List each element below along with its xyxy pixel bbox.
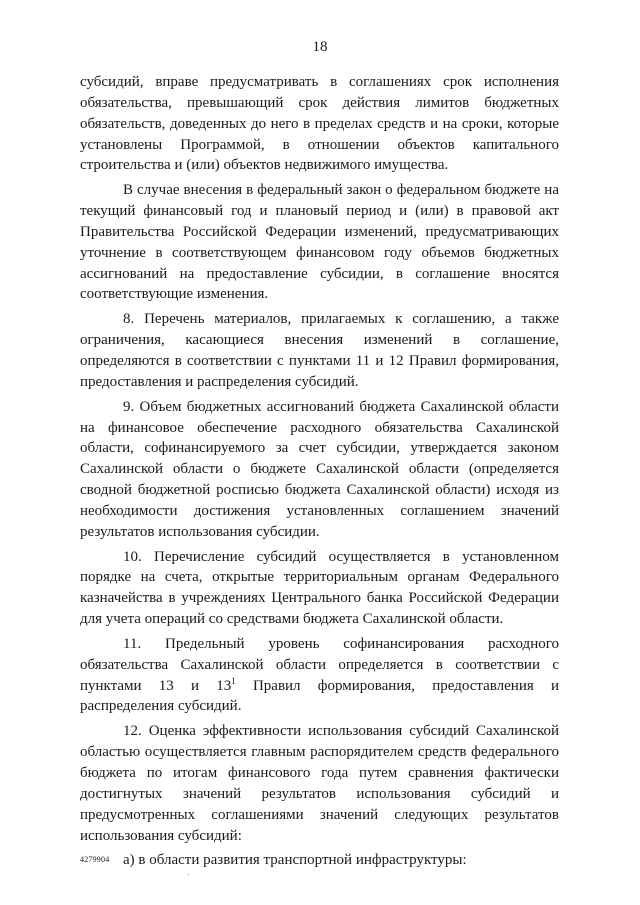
paragraph-item-11-text: 11. Предельный уровень софинансирования расходного обязательства Сахалинской области определяется в соответствии с пунктами 13 и 13	[80, 635, 559, 694]
superscript-mark: 1	[231, 675, 236, 686]
page-number: 18	[312, 39, 328, 55]
scan-dot	[188, 874, 189, 875]
paragraph-item-11-text-end: Правил формирования, предоставления и распределения субсидий.	[80, 677, 559, 715]
paragraph-item-12: 12. Оценка эффективности использования субсидий Сахалинской областью осуществляется главным распорядителем средств федерального бюджета по итогам финансового года путем сравнения фактически достигнутых значений результатов использования субсидий и предусмотренных соглашениями значений следующих результатов использования субсидий:	[80, 723, 559, 844]
paragraph-continuation: субсидий, вправе предусматривать в соглашениях срок исполнения обязательства, превышающий срок действия лимитов бюджетных обязательств, доведенных до него в пределах средств и на сроки, которые установлены Программой, в отношении объектов капитального строительства и (или) объектов недвижимого имущества.	[80, 74, 559, 174]
paragraph-item-9: 9. Объем бюджетных ассигнований бюджета Сахалинской области на финансовое обеспечение расходного обязательства Сахалинской области, софинансируемого за счет субсидии, утверждается законом Сахалинской области о бюджете Сахалинской области (определяется сводной бюджетной росписью бюджета Сахалинской области) исходя из необходимости достижения установленных соглашением значений результатов использования субсидии.	[80, 398, 559, 540]
paragraph-budget-changes: В случае внесения в федеральный закон о федеральном бюджете на текущий финансовый год и плановый период и (или) в правовой акт Правительства Российской Федерации изменений, предусматривающих уточнение в соответствующем финансовом году объемов бюджетных ассигнований на предоставление субсидии, в соглашение вносятся соответствующие изменения.	[80, 182, 559, 303]
document-body	[80, 72, 559, 871]
paragraph-subitem-a: а) в области развития транспортной инфраструктуры:	[123, 852, 467, 869]
document-code: 4279904	[80, 855, 110, 864]
paragraph-item-8: 8. Перечень материалов, прилагаемых к соглашению, а также ограничения, касающиеся внесения изменений в соглашение, определяются в соответствии с пунктами 11 и 12 Правил формирования, предоставления и распределения субсидий.	[80, 311, 559, 390]
paragraph-item-10: 10. Перечисление субсидий осуществляется в установленном порядке на счета, открытые территориальным органам Федерального казначейства в учреждениях Центрального банка Российской Федерации для учета операций со средствами бюджета Сахалинской области.	[80, 548, 559, 628]
paragraph-item-11	[80, 634, 559, 717]
